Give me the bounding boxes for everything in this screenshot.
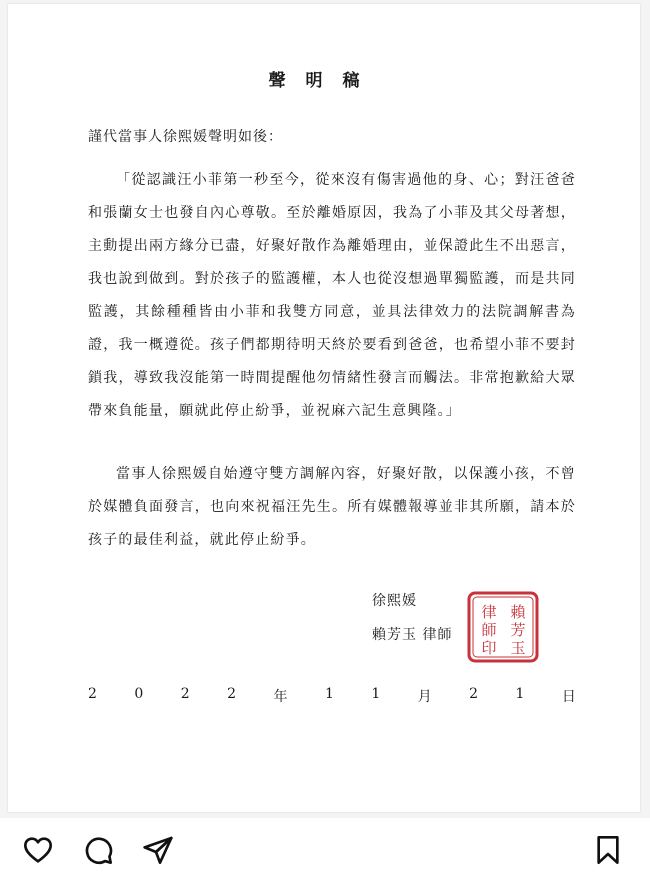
date-part: 2 xyxy=(227,686,237,702)
date-part: 1 xyxy=(371,686,381,702)
quote-paragraph: 「從認識汪小菲第一秒至今，從來沒有傷害過他的身、心；對汪爸爸和張蘭女士也發自內心尊敬。至於離婚原因，我為了小菲及其父母著想，主動提出兩方緣分已盡，好聚好散作為離婚理由，並保證此生不出惡言，我也說到做到。對於孩子的監護權，本人也從沒想過單獨監護，而是共同監護，其餘種種皆由小菲和我雙方同意，並具法律效力的法院調解書為證，我一概遵從。孩子們都期待明天終於要看到爸爸，也希望小菲不要封鎖我，導致我沒能第一時間提醒他勿情緒性發言而觸法。非常抱歉給大眾帶來負能量，願就此停止紛爭，並祝麻六記生意興隆。」 xyxy=(88,172,576,419)
closing-paragraph: 當事人徐熙媛自始遵守雙方調解內容，好聚好散，以保護小孩，不曾於媒體負面發言，也向來祝福汪先生。所有媒體報導並非其所願，請本於孩子的最佳利益，就此停止紛爭。 xyxy=(88,466,576,548)
bookmark-icon[interactable] xyxy=(590,832,626,868)
svg-text:師: 師 xyxy=(481,621,497,639)
svg-text:律: 律 xyxy=(481,603,497,621)
share-icon[interactable] xyxy=(140,832,176,868)
date-part: 月 xyxy=(417,689,432,705)
date-part: 1 xyxy=(515,686,525,702)
date-part: 2 xyxy=(180,686,190,702)
lawyer-seal-stamp xyxy=(466,590,540,664)
document-title: 聲明稿 xyxy=(268,71,380,91)
statement-document xyxy=(8,4,640,812)
salutation-line: 謹代當事人徐熙媛聲明如後： xyxy=(88,129,283,145)
date-part: 0 xyxy=(134,686,144,702)
svg-text:芳: 芳 xyxy=(510,621,526,639)
svg-text:賴: 賴 xyxy=(510,603,526,621)
date-part: 年 xyxy=(273,689,288,705)
heart-icon[interactable] xyxy=(20,832,56,868)
lawyer-signature: 賴芳玉 律師 xyxy=(372,627,453,643)
svg-text:玉: 玉 xyxy=(510,639,526,657)
svg-text:印: 印 xyxy=(481,639,497,657)
date-part: 2 xyxy=(88,686,97,702)
comment-icon[interactable] xyxy=(80,832,116,868)
date-part: 2 xyxy=(469,686,479,702)
date-line xyxy=(88,686,576,706)
date-part: 1 xyxy=(324,686,334,702)
date-part: 日 xyxy=(561,689,576,705)
post-action-bar xyxy=(0,818,650,878)
signer-name: 徐熙媛 xyxy=(372,593,417,609)
